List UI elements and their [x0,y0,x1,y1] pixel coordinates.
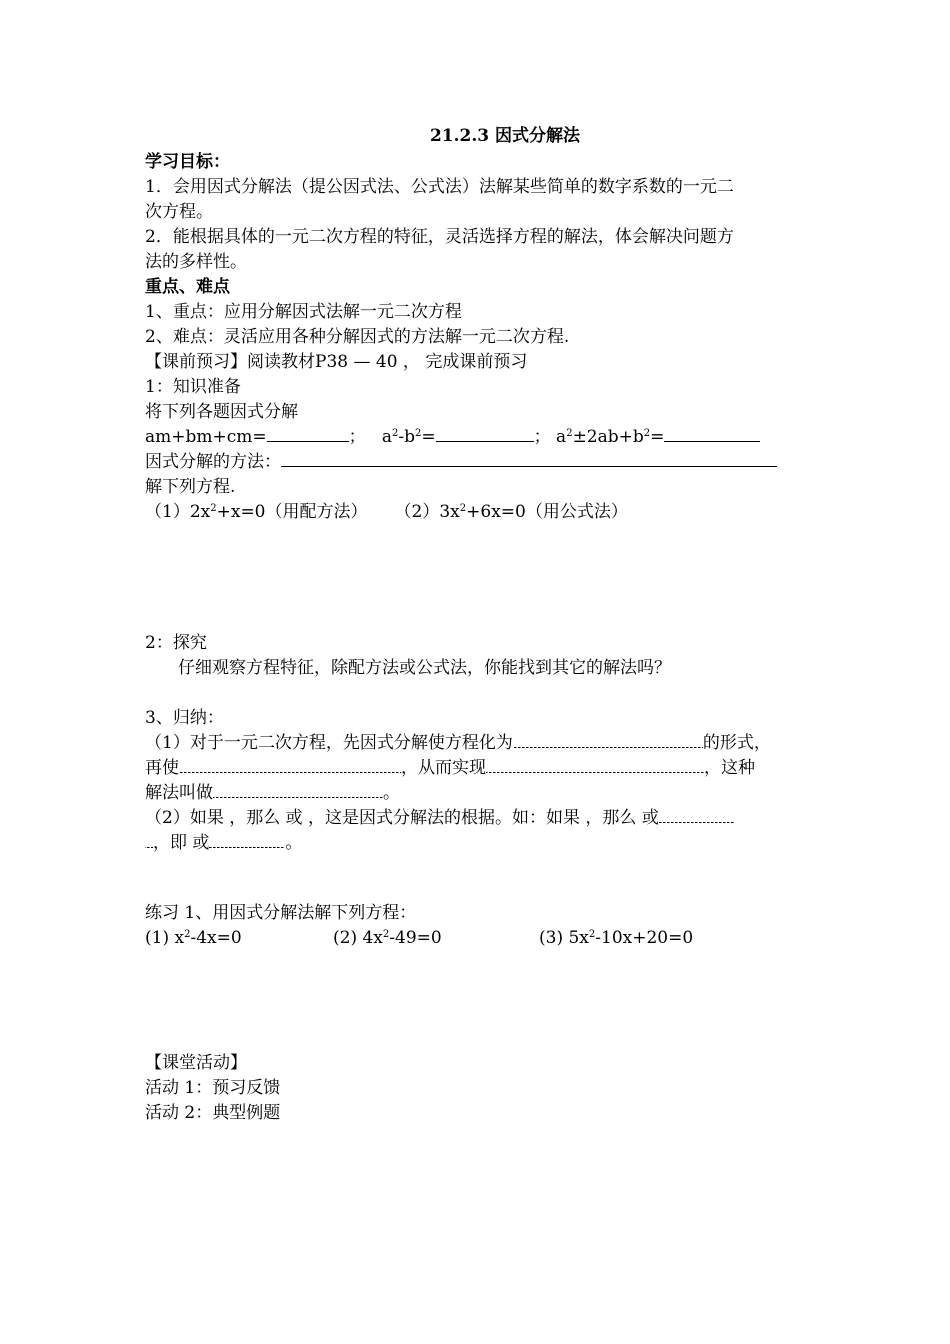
class-activity-heading: 【课堂活动】 [145,1053,247,1073]
sep-2: ； [533,427,551,447]
expr-2-sup-1: 2 [392,428,399,439]
section-2-heading: 2：探究 [145,633,207,653]
exercise-equations-line [145,926,825,951]
blank-expr-2[interactable] [436,425,534,442]
work-space-1 [145,525,825,631]
blank-achieve[interactable] [486,757,704,773]
ind-1-c: 再使 [145,758,179,778]
section-2-text: 仔细观察方程特征，除配方法或公式法，你能找到其它的解法吗？ [178,658,671,678]
ind-1-f: 解法叫做 [145,783,213,803]
ex-2-a: (2) 4x [333,928,383,948]
section-3-heading: 3、归纳： [145,708,224,728]
blank-or-2[interactable] [209,832,285,848]
section-1-heading: 1：知识准备 [145,377,241,397]
equations-line [145,500,825,525]
induction-1-line-b [145,756,825,781]
goal-2-line-b: 法的多样性。 [145,252,247,272]
blank-expr-3[interactable] [664,425,760,442]
expr-2 [382,427,436,447]
blank-method[interactable] [281,450,777,467]
key-point-1: 1、重点：应用分解因式法解一元二次方程 [145,302,462,322]
induction-2-line-a [145,806,825,831]
ind-1-b: 的形式， [702,733,771,753]
ex-1-a: (1) x [145,928,185,948]
sep-1: ； [348,427,366,447]
expr-3-b: ±2ab+b [572,427,644,447]
induction-1-line-c [145,781,825,806]
eq-1-sup: 2 [210,503,217,514]
eq-2-a: （2）3x [394,502,460,522]
goal-1-line-a: 1．会用因式分解法（提公因式法、公式法）法解某些简单的数字系数的一元二 [145,177,734,197]
exercise-heading: 练习 1、用因式分解法解下列方程： [145,903,417,923]
eq-1-b: +x=0（用配方法） [216,502,368,522]
blank-method-name[interactable] [213,782,383,798]
expr-2-b: -b [398,427,416,447]
expr-3-c: = [650,427,665,447]
factor-expressions-line [145,425,825,450]
eq-1-a: （1）2x [145,502,211,522]
goal-2-line-a: 2．能根据具体的一元二次方程的特征，灵活选择方程的解法，体会解决问题方 [145,227,734,247]
ind-2-a: （2）如果 ，那么 或 ，这是因式分解法的根据。如：如果 ，那么 或 [145,808,659,828]
ex-1-b: -4x=0 [190,928,242,948]
exercise-3 [539,926,693,951]
goals-heading: 学习目标： [145,152,230,172]
ind-1-g: 。 [383,783,400,803]
expr-3-sup-1: 2 [566,428,573,439]
expr-2-a: a [381,427,392,447]
ex-3-a: (3) 5x [539,928,589,948]
induction-2-line-b [145,831,825,856]
expr-3-a: a [556,427,567,447]
ex-2-b: -49=0 [389,928,442,948]
ex-3-b: -10x+20=0 [595,928,694,948]
induction-1-line-a [145,731,825,756]
ex-3-sup: 2 [588,929,596,940]
equation-1 [145,502,368,522]
page-title: 21.2.3 因式分解法 [429,126,581,146]
eq-2-b: +6x=0（用公式法） [466,502,628,522]
equation-2 [395,502,628,522]
expr-2-sup-2: 2 [415,428,422,439]
blank-form[interactable] [513,732,703,748]
expr-3-sup-2: 2 [643,428,651,439]
ind-2-c: 。 [285,833,303,853]
worksheet-page [145,124,825,1126]
blank-expr-1[interactable] [267,425,349,442]
activity-1: 活动 1：预习反馈 [145,1078,281,1098]
preview-text: 阅读教材P38 — 40 ， 完成课前预习 [247,352,528,372]
work-space-2 [145,951,825,1051]
goal-1-line-b: 次方程。 [145,202,213,222]
solve-label: 解下列方程. [145,477,236,497]
expr-2-c: = [421,427,436,447]
ind-1-d: ，从而实现 [401,758,486,778]
expr-3 [556,427,664,447]
key-points-heading: 重点、难点 [145,277,230,297]
preview-tag: 【课前预习】 [145,352,247,372]
blank-or[interactable] [659,807,735,823]
method-label: 因式分解的方法： [145,452,281,472]
activity-2: 活动 2：典型例题 [145,1103,281,1123]
preview-line [145,350,825,375]
ex-1-sup: 2 [184,929,191,940]
ind-1-e: ，这种 [704,758,755,778]
ind-2-b: ，即 或 [153,833,210,853]
exercise-2 [333,926,539,951]
exercise-1 [145,926,333,951]
spacer-1 [145,681,825,706]
method-line [145,450,825,475]
blank-or-cont[interactable] [145,832,153,848]
key-point-2: 2、难点：灵活应用各种分解因式的方法解一元二次方程. [145,327,570,347]
expr-1: am+bm+cm= [145,427,267,447]
ind-1-a: （1）对于一元二次方程，先因式分解使方程化为 [145,733,513,753]
eq-2-sup: 2 [459,503,467,514]
blank-make[interactable] [179,757,401,773]
section-1-instruction: 将下列各题因式分解 [145,402,298,422]
spacer-2 [145,856,825,901]
ex-2-sup: 2 [382,929,390,940]
